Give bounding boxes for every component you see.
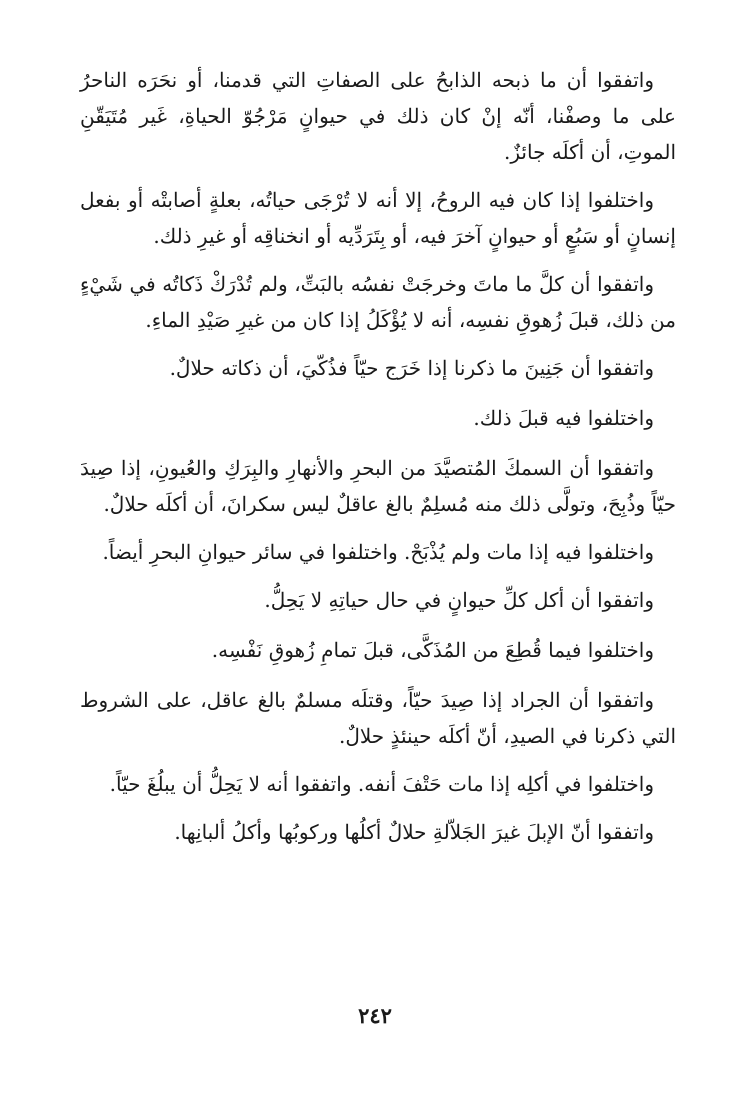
paragraph-2: واختلفوا إذا كان فيه الروحُ، إلا أنه لا تُرْجَى حياتُه، بعلةٍ أصابتْه أو بفعل إنسانٍ أو سَبُعٍ أو حيوانٍ آخرَ فيه، أو بِتَرَدِّيه أو انخناقِه أو غيرِ ذلك. xyxy=(80,188,676,248)
paragraph-8: واتفقوا أن أكل كلِّ حيوانٍ في حال حياتِهِ لا يَحِلُّ. xyxy=(264,588,654,612)
paragraph-11: واختلفوا في أكلِه إذا مات حَتْفَ أنفه. واتفقوا أنه لا يَحِلُّ أن يبلُغَ حيّاً. xyxy=(109,772,654,796)
paragraph-7: واختلفوا فيه إذا مات ولم يُذْبَحْ. واختلفوا في سائر حيوانِ البحرِ أيضاً. xyxy=(102,540,654,564)
page-number: ٢٤٢ xyxy=(358,1003,392,1028)
paragraph-10: واتفقوا أن الجراد إذا صِيدَ حيّاً، وقتلَه مسلمٌ بالغ عاقل، على الشروط التي ذكرنا في الصيدِ، أنّ أكلَه حينئذٍ حلالٌ. xyxy=(80,688,676,748)
paragraph-5: واختلفوا فيه قبلَ ذلك. xyxy=(473,406,654,430)
paragraph-4: واتفقوا أن جَنِينَ ما ذكرنا إذا خَرَج حيّاً فذُكّيَ، أن ذكاته حلالٌ. xyxy=(169,356,654,380)
paragraph-1: واتفقوا أن ما ذبحه الذابحُ على الصفاتِ التي قدمنا، أو نحَرَه الناحرُ على ما وصفْنا، أنّه إنْ كان ذلك في حيوانٍ مَرْجُوّ الحياةِ، غَير مُتَيَقّنِ الموتِ، أن أكلَه جائزٌ. xyxy=(80,68,676,164)
page-body xyxy=(80,62,676,864)
paragraph-9: واختلفوا فيما قُطِعَ من المُذَكَّى، قبلَ تمامِ زُهوقِ نَفْسِه. xyxy=(211,638,654,662)
paragraph-3: واتفقوا أن كلَّ ما ماتَ وخرجَتْ نفسُه بالبَتِّ، ولم تُدْرَكْ ذَكاتُه في شَيْءٍ من ذلك، قبلَ زُهوقِ نفسِه، أنه لا يُؤْكَلُ إذا كان من غيرِ صَيْدِ الماءِ. xyxy=(80,272,676,332)
paragraph-6: واتفقوا أن السمكَ المُتصيَّدَ من البحرِ والأنهارِ والبِرَكِ والعُيونِ، إذا صِيدَ حيّاً وذُبِحَ، وتولَّى ذلك منه مُسلِمٌ بالغ عاقلٌ ليس سكرانَ، أن أكلَه حلالٌ. xyxy=(80,456,676,516)
paragraph-12: واتفقوا أنّ الإبلَ غيرَ الجَلاّلةِ حلالٌ أكلُها وركوبُها وأكلُ ألبانِها. xyxy=(174,820,654,844)
